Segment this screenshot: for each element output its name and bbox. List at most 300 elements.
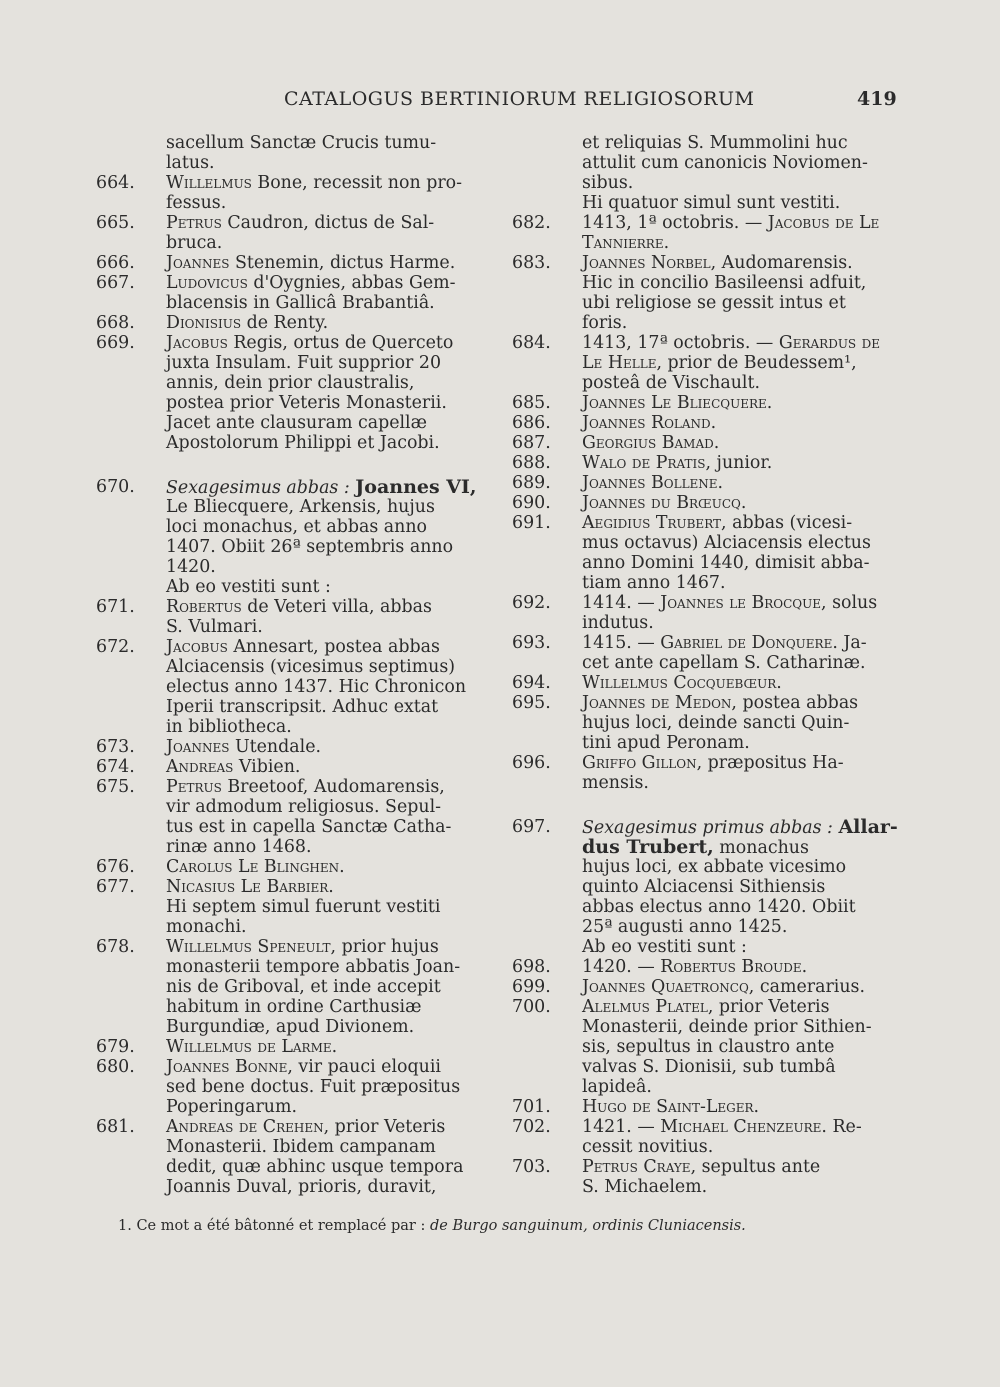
text-segment: junior. xyxy=(711,453,773,473)
entry-text xyxy=(166,697,438,717)
text-line xyxy=(96,313,486,333)
text-segment: Caudron, dictus de Sal- xyxy=(221,213,435,233)
abbot-title: Sexagesimus primus abbas : xyxy=(582,818,839,838)
entry-number: 686. xyxy=(512,413,551,433)
text-line xyxy=(512,1097,900,1117)
entry-text xyxy=(166,1117,445,1137)
text-line xyxy=(96,737,486,757)
entry-text xyxy=(582,213,879,233)
text-segment: Alciacensis (vicesimus septimus) xyxy=(166,657,456,677)
text-segment: Ab eo vestiti sunt : xyxy=(166,577,331,597)
text-line xyxy=(512,917,900,937)
text-line xyxy=(96,497,486,517)
abbot-name: Allar- xyxy=(838,816,898,838)
text-line xyxy=(96,577,486,597)
text-segment: Ab eo vestiti sunt : xyxy=(582,937,747,957)
footnote xyxy=(118,1218,746,1234)
text-segment: Jacet ante clausuram capellæ xyxy=(166,413,427,433)
text-line xyxy=(512,633,900,653)
text-line xyxy=(512,233,900,253)
person-name: Dionisius xyxy=(166,313,242,333)
entry-text xyxy=(582,857,846,877)
person-name: Ludovicus xyxy=(166,273,248,293)
entry-number: 699. xyxy=(512,977,551,997)
entry-text xyxy=(582,1137,713,1157)
entry-text xyxy=(166,253,455,273)
person-name: Nicasius Le Barbier. xyxy=(166,877,334,897)
text-line xyxy=(96,153,486,173)
text-line xyxy=(96,937,486,957)
text-segment: Poperingarum. xyxy=(166,1097,297,1117)
text-line xyxy=(512,1077,900,1097)
person-name: Alelmus Platel, xyxy=(582,997,714,1017)
entry-text xyxy=(166,393,447,413)
entry-text xyxy=(582,1077,652,1097)
text-segment: attulit cum canonicis Noviomen- xyxy=(582,153,868,173)
text-line xyxy=(512,997,900,1017)
person-name: Tannierre. xyxy=(582,233,670,253)
text-segment: d'Oygnies, abbas Gem- xyxy=(247,273,456,293)
person-name: Willelmus Speneult, xyxy=(166,937,337,957)
entry-text xyxy=(582,1157,820,1177)
text-line xyxy=(96,133,486,153)
text-segment: prior hujus xyxy=(336,937,439,957)
text-line xyxy=(96,777,486,797)
text-line xyxy=(96,1057,486,1077)
entry-text xyxy=(582,433,719,453)
entry-text xyxy=(582,593,877,613)
entry-text xyxy=(582,573,726,593)
text-line xyxy=(512,353,900,373)
text-line xyxy=(96,273,486,293)
text-line xyxy=(512,877,900,897)
entry-text xyxy=(166,273,456,293)
person-name: Gerardus de xyxy=(778,333,881,353)
abbot-name: Joannes VI, xyxy=(355,476,477,498)
entry-number: 693. xyxy=(512,633,551,653)
entry-text xyxy=(582,837,809,858)
text-segment: foris. xyxy=(582,313,628,333)
entry-text xyxy=(166,877,334,897)
entry-number: 680. xyxy=(96,1057,135,1077)
text-segment: sacellum Sanctæ Crucis tumu- xyxy=(166,133,437,153)
entry-text xyxy=(582,733,750,753)
text-line xyxy=(96,353,486,373)
text-line xyxy=(96,173,486,193)
person-name: Joannes xyxy=(166,737,230,757)
text-segment: Bone, recessit non pro- xyxy=(251,173,462,193)
entry-text xyxy=(582,653,866,673)
text-segment: 1415. — xyxy=(582,633,661,653)
text-line xyxy=(96,977,486,997)
person-name: Andreas xyxy=(166,757,234,777)
entry-number: 677. xyxy=(96,877,135,897)
text-line xyxy=(512,313,900,333)
text-line xyxy=(96,1117,486,1137)
entry-text xyxy=(582,877,825,897)
entry-text xyxy=(582,1097,759,1117)
text-segment: hujus loci, ex abbate vicesimo xyxy=(582,857,847,877)
entry-number: 685. xyxy=(512,393,551,413)
entry-text xyxy=(582,633,867,653)
entry-text xyxy=(582,133,848,153)
entry-text xyxy=(166,837,312,857)
person-name: Robertus Broude. xyxy=(660,957,808,977)
person-name: Joannes le Brocque, xyxy=(660,593,827,613)
text-segment: Audomarensis. xyxy=(716,253,853,273)
entry-text xyxy=(166,597,432,617)
entry-text xyxy=(582,373,760,393)
text-line xyxy=(96,597,486,617)
text-segment: sis, sepultus in claustro ante xyxy=(582,1037,835,1057)
entry-number: 667. xyxy=(96,273,135,293)
entry-text xyxy=(166,153,215,173)
text-line xyxy=(512,573,900,593)
entry-text xyxy=(166,373,414,393)
entry-text xyxy=(582,173,633,193)
entry-number: 664. xyxy=(96,173,135,193)
text-line xyxy=(96,213,486,233)
text-line xyxy=(96,1097,486,1117)
person-name: Carolus Le Blinghen. xyxy=(166,857,345,877)
entry-text xyxy=(582,997,830,1017)
text-segment: fessus. xyxy=(166,193,227,213)
entry-text xyxy=(582,453,772,473)
person-name: Joannes Norbel, xyxy=(582,253,717,273)
entry-text xyxy=(166,777,445,797)
entry-number: 669. xyxy=(96,333,135,353)
entry-number: 690. xyxy=(512,493,551,513)
text-line xyxy=(512,937,900,957)
entry-text xyxy=(582,817,898,838)
text-line xyxy=(512,433,900,453)
text-segment: prior de Beudessem¹, xyxy=(662,353,857,373)
person-name: Le Helle, xyxy=(582,353,662,373)
text-line xyxy=(512,733,900,753)
text-segment: hujus loci, deinde sancti Quin- xyxy=(582,713,850,733)
text-line xyxy=(512,673,900,693)
entry-text xyxy=(582,253,853,273)
text-line xyxy=(512,713,900,733)
text-line xyxy=(96,857,486,877)
text-line xyxy=(96,517,486,537)
person-name: Joannes du Brœucq. xyxy=(582,493,747,513)
text-segment: Breetoof, Audomarensis, xyxy=(221,777,445,797)
entry-text xyxy=(166,997,421,1017)
entry-text xyxy=(582,353,857,373)
text-segment: sed bene doctus. Fuit præpositus xyxy=(166,1077,461,1097)
text-segment: indutus. xyxy=(582,613,654,633)
footnote-text: 1. Ce mot a été bâtonné et remplacé par : xyxy=(118,1218,430,1234)
text-segment: cessit novitius. xyxy=(582,1137,714,1157)
entry-number: 683. xyxy=(512,253,551,273)
person-name: Petrus xyxy=(166,213,222,233)
text-segment: 1421. — xyxy=(582,1117,661,1137)
entry-text xyxy=(166,817,451,837)
entry-text xyxy=(166,477,477,498)
entry-text xyxy=(166,1037,337,1057)
entry-number: 696. xyxy=(512,753,551,773)
entry-text xyxy=(166,917,247,937)
text-segment: camerarius. xyxy=(754,977,865,997)
text-line xyxy=(96,837,486,857)
text-line xyxy=(96,1157,486,1177)
person-name: Petrus Craye, xyxy=(582,1157,697,1177)
text-segment: Iperii transcripsit. Adhuc extat xyxy=(166,697,439,717)
entry-text xyxy=(166,1137,436,1157)
person-name: Jacobus xyxy=(166,637,228,657)
text-segment: 1413, 17ª octobris. — xyxy=(582,333,779,353)
entry-text xyxy=(582,293,846,313)
entry-text xyxy=(166,957,460,977)
text-segment: Ja- xyxy=(837,633,867,653)
entry-text xyxy=(582,513,852,533)
text-segment: Annesart, postea abbas xyxy=(227,637,440,657)
text-line xyxy=(512,413,900,433)
entry-number: 678. xyxy=(96,937,135,957)
entry-text xyxy=(582,493,746,513)
entry-text xyxy=(582,1017,872,1037)
text-line xyxy=(96,477,486,497)
text-line xyxy=(96,373,486,393)
text-line xyxy=(512,1037,900,1057)
person-name: Petrus xyxy=(166,777,222,797)
text-line xyxy=(512,817,900,837)
entry-text xyxy=(166,193,226,213)
entry-text xyxy=(166,637,440,657)
entry-text xyxy=(582,233,669,253)
person-name: Robertus xyxy=(166,597,242,617)
entry-number: 687. xyxy=(512,433,551,453)
entry-number: 671. xyxy=(96,597,135,617)
text-line xyxy=(96,817,486,837)
text-segment: nis de Griboval, et inde accepit xyxy=(166,977,441,997)
text-line xyxy=(512,977,900,997)
entry-text xyxy=(582,313,627,333)
text-segment: mus octavus) Alciacensis electus xyxy=(582,533,871,553)
text-segment: bruca. xyxy=(166,233,223,253)
text-segment: prior Veteris xyxy=(329,1117,446,1137)
text-segment: 1420. — xyxy=(582,957,661,977)
text-segment: dedit, quæ abhinc usque tempora xyxy=(166,1157,464,1177)
text-segment: Regis, ortus de Querceto xyxy=(227,333,454,353)
text-line xyxy=(512,193,900,213)
text-line xyxy=(96,717,486,737)
text-line xyxy=(96,697,486,717)
text-segment: valvas S. Dionisii, sub tumbâ xyxy=(582,1057,836,1077)
text-segment: annis, dein prior claustralis, xyxy=(166,373,415,393)
text-segment: Joannis Duval, prioris, duravit, xyxy=(166,1177,437,1197)
entry-number: 682. xyxy=(512,213,551,233)
person-name: Georgius Bamad. xyxy=(582,433,720,453)
entry-text xyxy=(166,293,435,313)
entry-text xyxy=(166,1157,463,1177)
entry-text xyxy=(166,797,441,817)
person-name: Griffo Gillon, xyxy=(582,753,703,773)
text-line xyxy=(96,433,486,453)
person-name: Walo de Pratis, xyxy=(582,453,712,473)
text-segment: sepultus ante xyxy=(696,1157,821,1177)
text-segment: vir admodum religiosus. Sepul- xyxy=(166,797,442,817)
entry-text xyxy=(166,1077,460,1097)
text-segment: Apostolorum Philippi et Jacobi. xyxy=(166,433,440,453)
text-segment: sibus. xyxy=(582,173,634,193)
text-segment: Hi quatuor simul sunt vestiti. xyxy=(582,193,841,213)
text-line xyxy=(96,333,486,353)
entry-text xyxy=(582,273,866,293)
entry-text xyxy=(166,557,216,577)
text-segment: Stenemin, dictus Harme. xyxy=(229,253,456,273)
entry-number: 694. xyxy=(512,673,551,693)
entry-text xyxy=(582,713,849,733)
text-line xyxy=(96,1017,486,1037)
text-line xyxy=(96,1177,486,1197)
entry-text xyxy=(582,1117,862,1137)
text-line xyxy=(512,153,900,173)
section-gap xyxy=(512,793,900,817)
text-segment: in bibliotheca. xyxy=(166,717,292,737)
entry-text xyxy=(166,173,462,193)
person-name: Willelmus xyxy=(166,173,252,193)
entry-text xyxy=(166,313,328,333)
text-line xyxy=(512,513,900,533)
person-name: Michael Chenzeure. xyxy=(660,1117,827,1137)
entry-text xyxy=(582,753,844,773)
entry-text xyxy=(166,353,441,373)
entry-number: 675. xyxy=(96,777,135,797)
page-number: 419 xyxy=(857,88,897,110)
text-line xyxy=(96,617,486,637)
text-segment: vir pauci eloquii xyxy=(292,1057,441,1077)
running-head-title: CATALOGUS BERTINIORUM RELIGIOSORUM xyxy=(284,88,755,110)
person-name: Joannes Bonne, xyxy=(166,1057,293,1077)
entry-text xyxy=(582,393,772,413)
entry-text xyxy=(166,657,455,677)
text-line xyxy=(96,537,486,557)
text-segment: ubi religiose se gessit intus et xyxy=(582,293,846,313)
right-column xyxy=(512,133,900,1197)
text-segment: Monasterii, deinde prior Sithien- xyxy=(582,1017,872,1037)
text-line xyxy=(96,797,486,817)
entry-number: 674. xyxy=(96,757,135,777)
entry-text xyxy=(582,1037,834,1057)
text-segment: cet ante capellam S. Catharinæ. xyxy=(582,653,866,673)
text-line xyxy=(512,213,900,233)
entry-number: 703. xyxy=(512,1157,551,1177)
left-column xyxy=(96,133,486,1197)
person-name: Joannes Quaetroncq, xyxy=(582,977,755,997)
entry-text xyxy=(166,717,292,737)
text-line xyxy=(96,757,486,777)
text-segment: rinæ anno 1468. xyxy=(166,837,312,857)
entry-number: 692. xyxy=(512,593,551,613)
text-segment: 1420. xyxy=(166,557,216,577)
person-name: Joannes Le Bliecquere. xyxy=(582,393,773,413)
text-segment: mensis. xyxy=(582,773,649,793)
abbot-title: Sexagesimus abbas : xyxy=(166,478,356,498)
entry-text xyxy=(582,1177,707,1197)
text-line xyxy=(512,1137,900,1157)
text-line xyxy=(512,897,900,917)
text-line xyxy=(512,653,900,673)
text-line xyxy=(96,897,486,917)
text-line xyxy=(96,233,486,253)
text-line xyxy=(512,1057,900,1077)
entry-text xyxy=(166,617,263,637)
person-name: Willelmus Cocquebœur. xyxy=(582,673,782,693)
entry-text xyxy=(166,1057,441,1077)
entry-text xyxy=(166,977,441,997)
entry-text xyxy=(166,333,453,353)
text-line xyxy=(512,273,900,293)
text-segment: Le Bliecquere, Arkensis, hujus xyxy=(166,497,435,517)
text-line xyxy=(512,957,900,977)
text-segment: solus xyxy=(826,593,878,613)
text-line xyxy=(512,173,900,193)
text-segment: S. Michaelem. xyxy=(582,1177,708,1197)
text-line xyxy=(96,293,486,313)
entry-text xyxy=(166,517,427,537)
text-line xyxy=(96,677,486,697)
person-name: Willelmus de Larme. xyxy=(166,1037,338,1057)
text-segment: blacensis in Gallicâ Brabantiâ. xyxy=(166,293,435,313)
entry-text xyxy=(582,897,856,917)
person-name: Hugo de Saint-Leger. xyxy=(582,1097,760,1117)
text-segment: monachus xyxy=(713,838,809,858)
entry-text xyxy=(582,1057,836,1077)
entry-text xyxy=(582,917,787,937)
entry-text xyxy=(166,937,439,957)
text-line xyxy=(96,1137,486,1157)
entry-text xyxy=(166,857,345,877)
text-line xyxy=(96,957,486,977)
text-line xyxy=(512,837,900,857)
entry-number: 672. xyxy=(96,637,135,657)
person-name: Jacobus xyxy=(166,333,228,353)
text-line xyxy=(512,773,900,793)
entry-text xyxy=(582,977,865,997)
entry-text xyxy=(582,413,716,433)
entry-text xyxy=(166,213,434,233)
entry-text xyxy=(166,133,436,153)
text-segment: habitum in ordine Carthusiæ xyxy=(166,997,422,1017)
entry-text xyxy=(582,937,747,957)
entry-text xyxy=(166,757,300,777)
text-line xyxy=(96,413,486,433)
text-line xyxy=(512,1177,900,1197)
text-segment: latus. xyxy=(166,153,215,173)
entry-text xyxy=(582,957,807,977)
entry-text xyxy=(166,897,440,917)
text-line xyxy=(512,253,900,273)
entry-text xyxy=(166,1097,297,1117)
entry-number: 679. xyxy=(96,1037,135,1057)
entry-number: 684. xyxy=(512,333,551,353)
person-name: Gabriel de Donquere. xyxy=(660,633,838,653)
text-line xyxy=(512,693,900,713)
text-segment: juxta Insulam. Fuit supprior 20 xyxy=(166,353,442,373)
entry-text xyxy=(166,537,453,557)
entry-text xyxy=(582,473,723,493)
text-line xyxy=(512,553,900,573)
entry-text xyxy=(166,1177,436,1197)
text-line xyxy=(96,877,486,897)
entry-number: 700. xyxy=(512,997,551,1017)
text-segment: prior Veteris xyxy=(713,997,830,1017)
entry-number: 670. xyxy=(96,477,135,497)
text-line xyxy=(96,637,486,657)
text-line xyxy=(512,533,900,553)
